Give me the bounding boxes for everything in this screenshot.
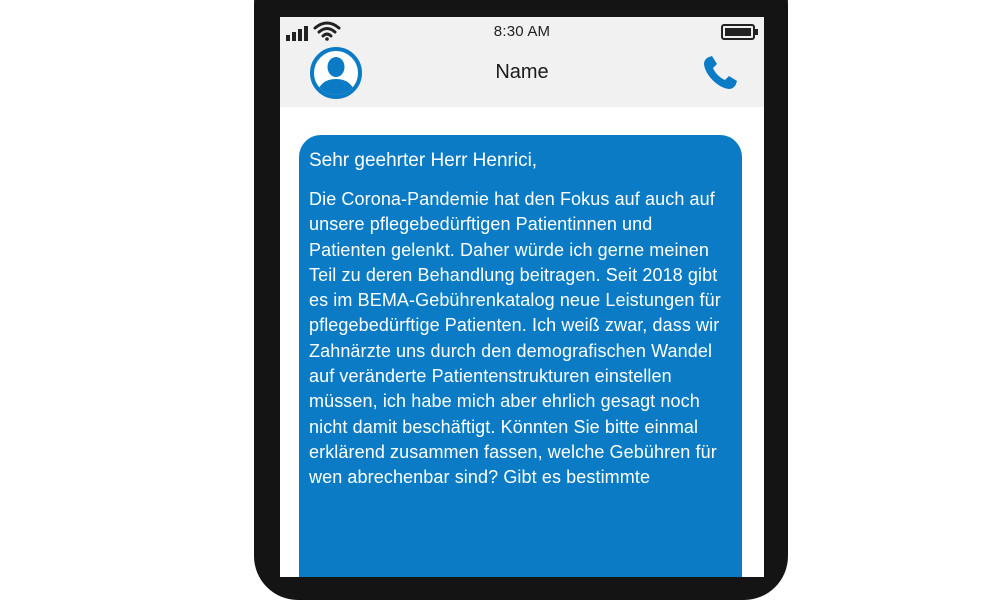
phone-call-icon[interactable]	[700, 53, 740, 93]
status-bar	[280, 17, 764, 47]
phone-screen	[280, 17, 764, 577]
message-bubble	[299, 135, 742, 577]
contact-name[interactable]: Name	[495, 61, 549, 83]
battery-icon	[721, 23, 759, 41]
message-body: Die Corona-Pandemie hat den Fokus auf auch auf unsere pflegebedürftigen Patientinnen und Patienten gelenkt. Daher würde ich gerne meinen Teil zu deren Behandlung beitragen. Seit 2018 gibt es im BEMA-Gebührenkatalog neue Leistungen für pflegebedürftige Patienten. Ich weiß zwar, dass wir Zahnärzte uns durch den demografischen Wandel auf veränderte Patientenstrukturen einstellen müssen, ich habe mich aber ehrlich gesagt noch nicht damit beschäftigt. Könnten Sie bitte einmal erklärend zusammen fassen, welche Gebühren für wen abrechenbar sind? Gibt es bestimmte	[309, 189, 721, 488]
status-time: 8:30 AM	[493, 23, 551, 40]
message-greeting: Sehr geehrter Herr Henrici,	[309, 150, 538, 171]
chat-header	[280, 17, 764, 107]
